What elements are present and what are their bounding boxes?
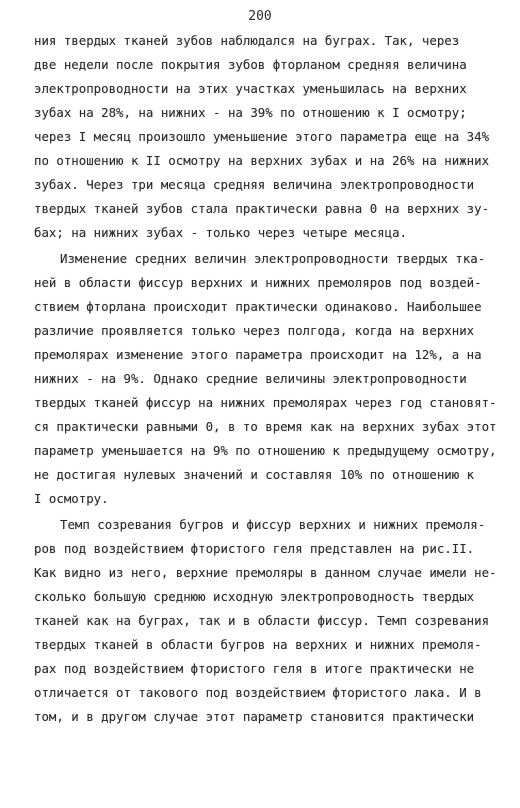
text-line: премолярах изменение этого параметра происходит на 12%, а на: [34, 347, 482, 362]
text-line: Изменение средних величин электропроводности твердых тка-: [60, 251, 486, 266]
text-line: твердых тканей зубов стала практически равна 0 на верхних зу-: [34, 201, 490, 216]
text-line: рах под воздействием фтористого геля в итоге практически не: [34, 661, 475, 676]
text-line: сколько большую среднюю исходную электропроводность твердых: [34, 589, 475, 604]
text-line: ся практически равными 0, в то время как на верхних зубах этот: [34, 419, 497, 434]
text-line: ния твердых тканей зубов наблюдался на буграх. Так, через: [34, 33, 460, 48]
text-line: не достигая нулевых значений и составляя 10% по отношению к: [34, 467, 475, 482]
text-line: I осмотру.: [34, 491, 109, 506]
text-line: электропроводности на этих участках уменьшилась на верхних: [34, 81, 467, 96]
text-line: зубах на 28%, на нижних - на 39% по отношению к I осмотру;: [34, 105, 467, 120]
text-line: Как видно из него, верхние премоляры в данном случае имели не-: [34, 565, 497, 580]
text-line: Темп созревания бугров и фиссур верхних и нижних премоля-: [60, 517, 486, 532]
text-line: ров под воздействием фтористого геля представлен на рис.II.: [34, 541, 475, 556]
text-line: отличается от такового под воздействием фтористого лака. И в: [34, 685, 482, 700]
text-line: зубах. Через три месяца средняя величина электропроводности: [34, 177, 475, 192]
text-line: бах; на нижних зубах - только через четыре месяца.: [34, 225, 407, 240]
text-line: твердых тканей в области бугров на верхних и нижних премоля-: [34, 637, 482, 652]
text-line: нижних - на 9%. Однако средние величины электропроводности: [34, 371, 467, 386]
page-number: 200: [248, 9, 272, 24]
text-line: параметр уменьшается на 9% по отношению к предыдущему осмотру,: [34, 443, 497, 458]
text-line: по отношению к II осмотру на верхних зубах и на 26% на нижних: [34, 153, 490, 168]
text-line: том, и в другом случае этот параметр становится практически: [34, 709, 475, 724]
text-line: ствием фторлана происходит практически одинаково. Наибольшее: [34, 299, 482, 314]
text-line: через I месяц произошло уменьшение этого параметра еще на 34%: [34, 129, 490, 144]
text-line: две недели после покрытия зубов фторланом средняя величина: [34, 57, 467, 72]
text-line: тканей как на буграх, так и в области фиссур. Темп созревания: [34, 613, 490, 628]
text-line: различие проявляется только через полгода, когда на верхних: [34, 323, 475, 338]
text-line: твердых тканей фиссур на нижних премолярах через год становят-: [34, 395, 497, 410]
text-line: ней в области фиссур верхних и нижних премоляров под воздей-: [34, 275, 482, 290]
